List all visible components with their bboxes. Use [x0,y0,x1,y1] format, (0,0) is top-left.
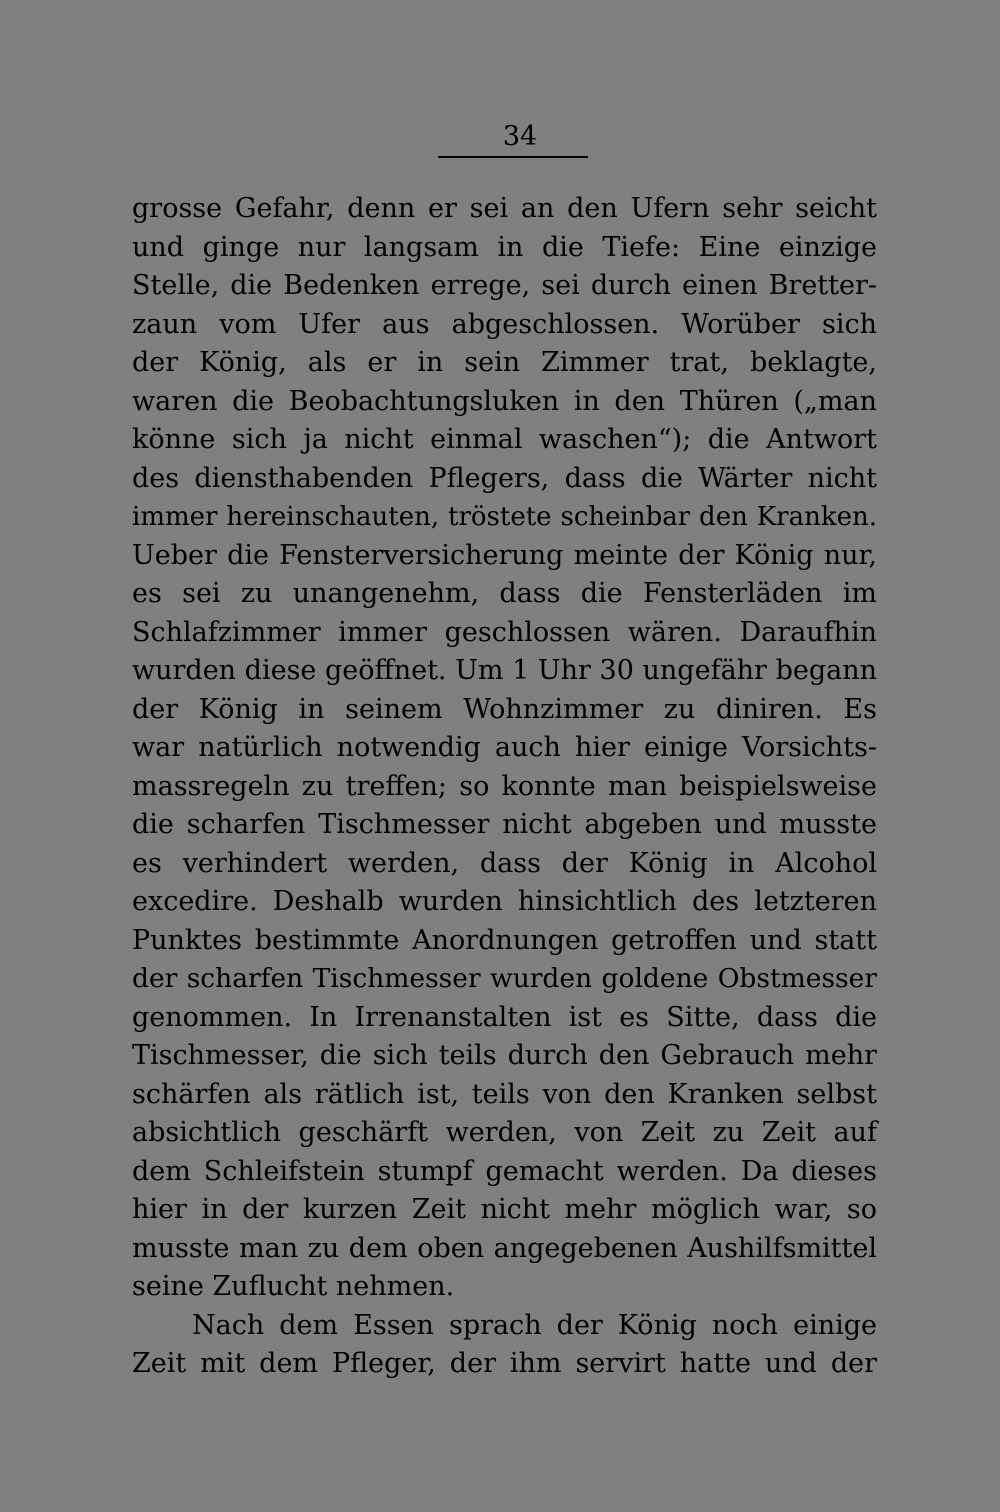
text-line: und ginge nur langsam in die Tiefe: Eine einzige [132,231,877,263]
body-text [132,190,877,1384]
text-line: Ueber die Fensterversicherung meinte der König nur, [132,539,877,571]
text-line: es sei zu unangenehm, dass die Fensterläden im [132,578,877,609]
text-line: immer hereinschauten, tröstete scheinbar den Kranken. [132,502,877,532]
text-line: der König in seinem Wohnzimmer zu diniren. Es [132,693,877,725]
text-line: könne sich ja nicht einmal waschen“); die Antwort [132,424,877,455]
text-line: war natürlich notwendig auch hier einige Vorsichts- [132,732,877,763]
text-line: Zeit mit dem Pfleger, der ihm servirt hatte und der [132,1348,877,1379]
paragraph-end-line: seine Zuflucht nehmen. [132,1271,455,1302]
header-rule [438,156,588,158]
text-line: Punktes bestimmte Anordnungen getroffen und statt [132,924,877,956]
paragraph-start-line: Nach dem Essen sprach der König noch einige [192,1309,877,1341]
text-line: musste man zu dem oben angegebenen Aushilfsmittel [132,1232,877,1264]
text-line: dem Schleifstein stumpf gemacht werden. Da dieses [132,1155,877,1187]
text-line: es verhindert werden, dass der König in Alcohol [132,847,877,879]
text-line: schärfen als rätlich ist, teils von den Kranken selbst [132,1078,877,1110]
text-line: die scharfen Tischmesser nicht abgeben und musste [132,809,877,840]
text-line: des diensthabenden Pflegers, dass die Wärter nicht [132,462,877,494]
text-line: grosse Gefahr, denn er sei an den Ufern sehr seicht [132,193,877,224]
text-line: zaun vom Ufer aus abgeschlossen. Worüber sich [132,308,877,340]
text-line: der König, als er in sein Zimmer trat, beklagte, [132,347,877,378]
text-line: waren die Beobachtungsluken in den Thüren („man [132,385,877,417]
text-line: Schlafzimmer immer geschlossen wären. Daraufhin [132,616,877,648]
text-line: genommen. In Irrenanstalten ist es Sitte, dass die [132,1001,877,1033]
text-line: hier in der kurzen Zeit nicht mehr möglich war, so [132,1194,877,1225]
text-line: absichtlich geschärft werden, von Zeit zu Zeit auf [132,1117,877,1148]
page-number: 34 [502,121,538,152]
text-line: Stelle, die Bedenken errege, sei durch einen Bretter- [132,270,877,301]
text-line: der scharfen Tischmesser wurden goldene Obstmesser [132,963,877,994]
text-line: Tischmesser, die sich teils durch den Gebrauch mehr [132,1040,877,1071]
text-line: wurden diese geöffnet. Um 1 Uhr 30 ungefähr begann [132,655,877,686]
text-line: massregeln zu treffen; so konnte man beispielsweise [132,770,877,802]
text-line: excedire. Deshalb wurden hinsichtlich des letzteren [132,886,877,917]
